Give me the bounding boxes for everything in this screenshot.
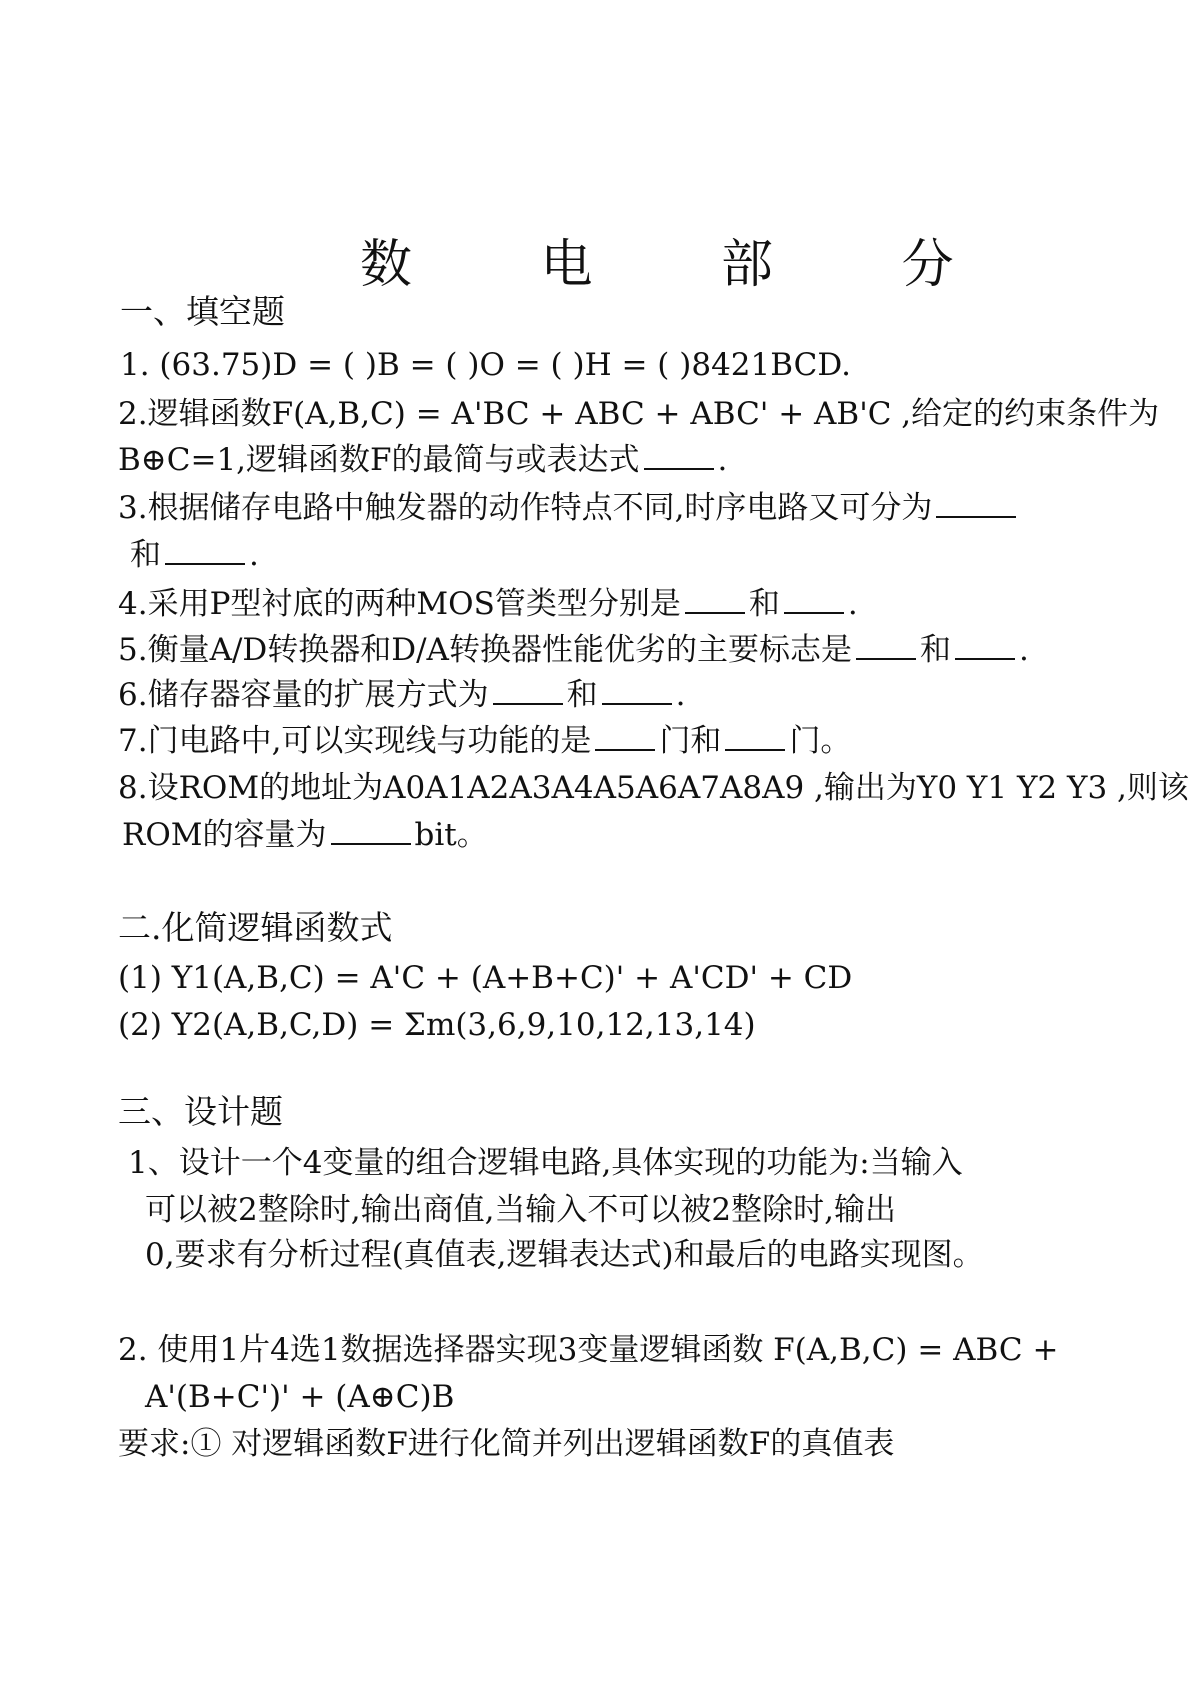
s2-item2: (2) Y2(A,B,C,D) = Σm(3,6,9,10,12,13,14) (118, 1007, 756, 1043)
q3-line1 (118, 488, 1020, 528)
q3-line1-text: 3.根据储存电路中触发器的动作特点不同,时序电路又可分为 (118, 490, 933, 526)
s3-q1-line2: 可以被2整除时,输出商值,当输入不可以被2整除时,输出 (145, 1192, 897, 1228)
q4-text: 4.采用P型衬底的两种MOS管类型分别是 (118, 586, 681, 622)
q3-blank-1 (936, 490, 1016, 518)
q7-end: 门。 (789, 723, 852, 759)
s3-q2-line2: A'(B+C')' + (A⊕C)B (145, 1379, 455, 1415)
s3-q1-line3: 0,要求有分析过程(真值表,逻辑表达式)和最后的电路实现图。 (145, 1237, 984, 1273)
s3-q2-requirement: 要求:① 对逻辑函数F进行化简并列出逻辑函数F的真值表 (118, 1426, 895, 1462)
q6-text: 6.储存器容量的扩展方式为 (118, 677, 489, 713)
q2-blank (644, 442, 714, 470)
q7-mid: 门和 (659, 723, 722, 759)
q3-blank-2 (165, 537, 245, 565)
section3-heading: 三、设计题 (118, 1092, 283, 1131)
q6-blank-2 (602, 677, 672, 705)
q7-text: 7.门电路中,可以实现线与功能的是 (118, 723, 592, 759)
q7-line (118, 721, 851, 761)
q6-and: 和 (566, 677, 598, 713)
q8-line2-end: bit。 (414, 817, 488, 853)
q5-blank-2 (955, 632, 1015, 660)
q2-line2-text: B⊕C=1,逻辑函数F的最简与或表达式 (118, 442, 640, 478)
q4-blank-1 (685, 586, 745, 614)
section1-heading: 一、填空题 (120, 292, 285, 331)
q4-blank-2 (784, 586, 844, 614)
q2-line2: B⊕C=1,逻辑函数F的最简与或表达式 . (118, 442, 728, 478)
q5-line: 5.衡量A/D转换器和D/A转换器性能优劣的主要标志是 和 . (118, 632, 1029, 668)
q7-blank-2 (725, 723, 785, 751)
q7-blank-1 (595, 723, 655, 751)
s3-q2-line1: 2. 使用1片4选1数据选择器实现3变量逻辑函数 F(A,B,C) = ABC + (118, 1332, 1059, 1368)
q5-text: 5.衡量A/D转换器和D/A转换器性能优劣的主要标志是 (118, 632, 852, 668)
q2-line1: 2.逻辑函数F(A,B,C) = A'BC + ABC + ABC' + AB'C ,给定的约束条件为 (118, 396, 1160, 432)
q8-line2 (122, 815, 488, 855)
q6-blank-1 (493, 677, 563, 705)
page-title: 数 电 部 分 (360, 235, 1010, 295)
q1-text: 1. (63.75)D = ( )B = ( )O = ( )H = ( )8421BCD. (120, 347, 851, 383)
q8-line1: 8.设ROM的地址为A0A1A2A3A4A5A6A7A8A9 ,输出为Y0 Y1 Y2 Y3 ,则该 (118, 770, 1189, 806)
q8-line2-text: ROM的容量为 (122, 817, 327, 853)
section2-heading: 二.化简逻辑函数式 (118, 908, 393, 947)
q8-blank (331, 817, 411, 845)
s2-item1: (1) Y1(A,B,C) = A'C + (A+B+C)' + A'CD' + CD (118, 960, 853, 996)
q3-line2-text: 和 (130, 537, 161, 573)
q4-and: 和 (748, 586, 780, 622)
s3-q1-line1: 1、设计一个4变量的组合逻辑电路,具体实现的功能为:当输入 (128, 1145, 963, 1181)
q4-line: 4.采用P型衬底的两种MOS管类型分别是 和 . (118, 586, 858, 622)
q5-and: 和 (919, 632, 951, 668)
q3-line2: 和 . (130, 537, 259, 573)
q5-blank-1 (856, 632, 916, 660)
q6-line: 6.储存器容量的扩展方式为 和 . (118, 677, 686, 713)
